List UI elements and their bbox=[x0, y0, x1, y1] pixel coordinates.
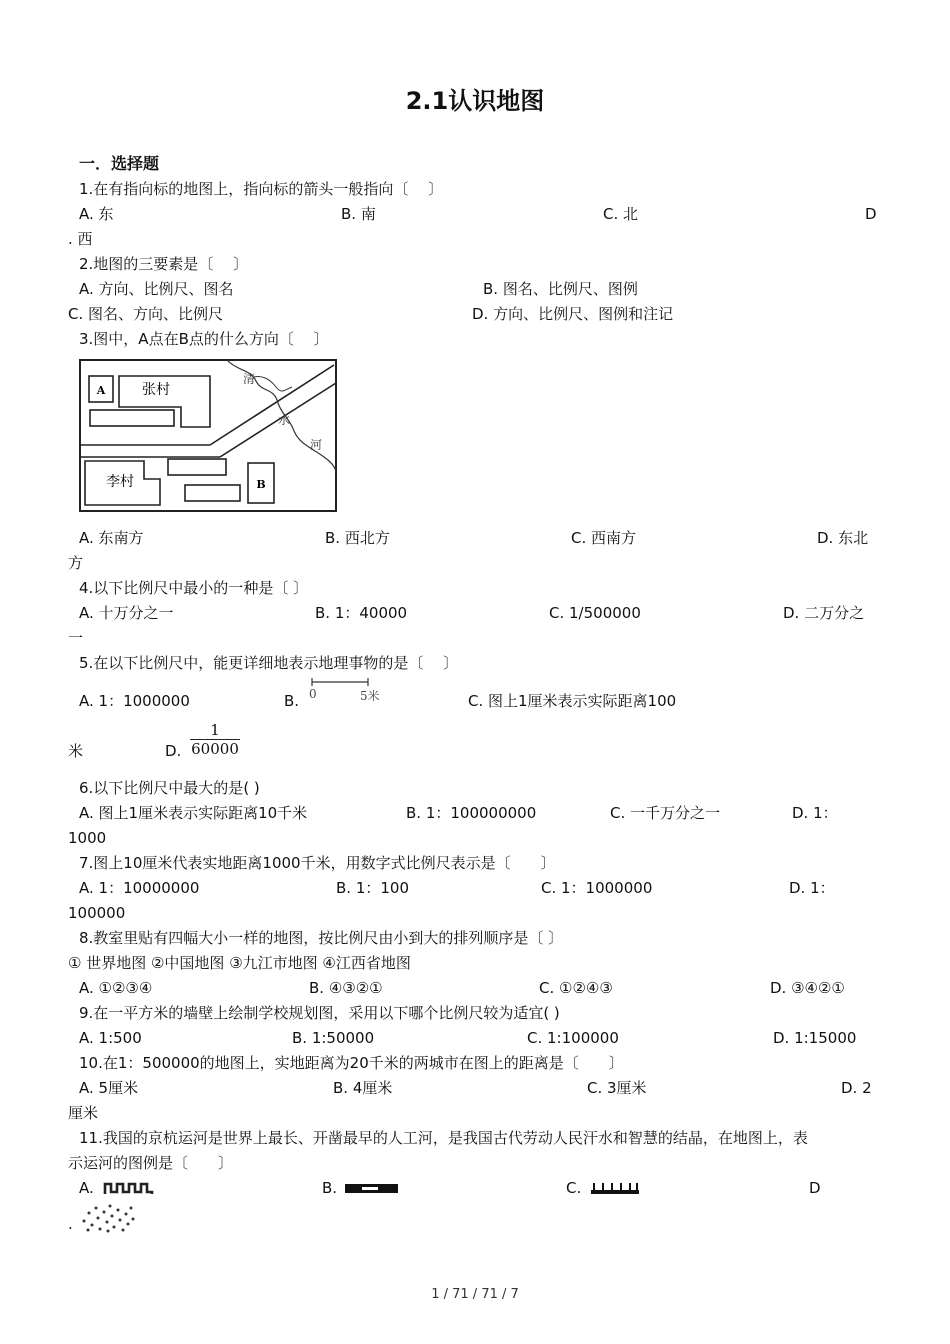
q9-option-a: A. 1:500 bbox=[79, 1029, 142, 1047]
q2-stem: 2.地图的三要素是〔 〕 bbox=[79, 255, 249, 273]
q11-option-d-label: D bbox=[809, 1179, 821, 1197]
q8-option-d: D. ③④②① bbox=[770, 979, 845, 997]
q8-option-c: C. ①②④③ bbox=[539, 979, 613, 997]
q1-stem: 1.在有指向标的地图上，指向标的箭头一般指向〔 〕 bbox=[79, 180, 444, 198]
canal-symbol-b-icon bbox=[344, 1182, 400, 1196]
q3-option-d-text: 方 bbox=[68, 554, 84, 572]
section-heading: 一．选择题 bbox=[79, 154, 160, 173]
q5-stem: 5.在以下比例尺中，能更详细地表示地理事物的是〔 〕 bbox=[79, 654, 459, 672]
q6-option-d-text: 1000 bbox=[68, 829, 107, 847]
q6-option-c: C. 一千万分之一 bbox=[610, 804, 721, 822]
map-point-a-label: A bbox=[96, 384, 106, 397]
q4-stem: 4.以下比例尺中最小的一种是〔 〕 bbox=[79, 579, 309, 597]
q11-option-b: B. bbox=[322, 1179, 338, 1197]
map-river-char-3: 河 bbox=[310, 438, 323, 452]
q9-stem: 9.在一平方米的墙壁上绘制学校规划图，采用以下哪个比例尺较为适宜( ) bbox=[79, 1004, 560, 1022]
q3-option-b: B. 西北方 bbox=[325, 529, 390, 547]
q8-option-b: B. ④③②① bbox=[309, 979, 383, 997]
q10-stem: 10.在1：500000的地图上，实地距离为20千米的两城市在图上的距离是〔 〕 bbox=[79, 1054, 624, 1072]
q4-option-c: C. 1/500000 bbox=[549, 604, 641, 622]
q5-option-a: A. 1：1000000 bbox=[79, 692, 190, 710]
q1-option-d-text: . 西 bbox=[68, 230, 93, 248]
q11-stem: 11.我国的京杭运河是世界上最长、开凿最早的人工河，是我国古代劳动人民汗水和智慧的结晶，在地图上，表 bbox=[79, 1129, 808, 1147]
scale-zero-label: 0 bbox=[309, 687, 317, 701]
q10-option-a: A. 5厘米 bbox=[79, 1079, 139, 1097]
q5-option-b: B. bbox=[284, 692, 300, 710]
q3-map-figure bbox=[78, 357, 340, 515]
q4-option-b: B. 1：40000 bbox=[315, 604, 408, 622]
q6-option-d-label: D. 1： bbox=[792, 804, 838, 822]
q10-option-d-text: 厘米 bbox=[68, 1104, 99, 1122]
map-li-village-label: 李村 bbox=[106, 474, 134, 490]
q7-option-c: C. 1：1000000 bbox=[541, 879, 653, 897]
page-title: 2.1认识地图 bbox=[405, 87, 545, 115]
map-point-b-label: B bbox=[256, 478, 266, 491]
q10-option-c: C. 3厘米 bbox=[587, 1079, 647, 1097]
q9-option-c: C. 1:100000 bbox=[527, 1029, 619, 1047]
q4-option-d-label: D. 二万分之 bbox=[783, 604, 865, 622]
fraction-numerator: 1 bbox=[210, 721, 220, 739]
q11-option-a: A. bbox=[79, 1179, 94, 1197]
q2-option-c: C. 图名、方向、比例尺 bbox=[68, 305, 224, 323]
q5-fraction-scale bbox=[190, 722, 240, 757]
q8-stem: 8.教室里贴有四幅大小一样的地图，按比例尺由小到大的排列顺序是〔 〕 bbox=[79, 929, 564, 947]
q6-option-a: A. 图上1厘米表示实际距离10千米 bbox=[79, 804, 308, 822]
q2-option-a: A. 方向、比例尺、图名 bbox=[79, 280, 234, 298]
q2-option-b: B. 图名、比例尺、图例 bbox=[483, 280, 638, 298]
q10-option-b: B. 4厘米 bbox=[333, 1079, 393, 1097]
canal-symbol-c-icon bbox=[589, 1180, 641, 1196]
q4-option-a: A. 十万分之一 bbox=[79, 604, 174, 622]
q2-option-d: D. 方向、比例尺、图例和注记 bbox=[472, 305, 674, 323]
q3-option-c: C. 西南方 bbox=[571, 529, 637, 547]
map-river-char-2: 水 bbox=[278, 413, 291, 427]
page-footer: 1 / 71 / 71 / 7 bbox=[431, 1287, 519, 1302]
q3-option-a: A. 东南方 bbox=[79, 529, 144, 547]
q3-option-d-label: D. 东北 bbox=[817, 529, 869, 547]
q5-line-scale-figure bbox=[302, 674, 394, 704]
q6-option-b: B. 1：100000000 bbox=[406, 804, 537, 822]
q7-option-d-text: 100000 bbox=[68, 904, 126, 922]
q7-stem: 7.图上10厘米代表实地距离1000千米，用数字式比例尺表示是〔 〕 bbox=[79, 854, 556, 872]
q6-stem: 6.以下比例尺中最大的是( ) bbox=[79, 779, 260, 797]
q1-option-d-label: D bbox=[865, 205, 877, 223]
q7-option-a: A. 1：10000000 bbox=[79, 879, 200, 897]
q9-option-d: D. 1:15000 bbox=[773, 1029, 857, 1047]
scale-five-meters-label: 5米 bbox=[360, 689, 380, 703]
q5-option-d: D. bbox=[165, 742, 182, 760]
q7-option-b: B. 1：100 bbox=[336, 879, 410, 897]
q5-option-c: C. 图上1厘米表示实际距离100 bbox=[468, 692, 677, 710]
q4-option-d-text: 一 bbox=[68, 629, 84, 647]
q7-option-d-label: D. 1： bbox=[789, 879, 835, 897]
q8-option-a: A. ①②③④ bbox=[79, 979, 153, 997]
q10-option-d-label: D. 2 bbox=[841, 1079, 872, 1097]
q11-stem-cont: 示运河的图例是〔 〕 bbox=[68, 1154, 234, 1172]
q3-stem: 3.图中，A点在B点的什么方向〔 〕 bbox=[79, 330, 329, 348]
q11-option-c: C. bbox=[566, 1179, 582, 1197]
map-zhang-village-label: 张村 bbox=[142, 382, 170, 398]
q5-option-c-cont: 米 bbox=[68, 742, 84, 760]
fraction-denominator: 60000 bbox=[191, 740, 239, 758]
q1-option-b: B. 南 bbox=[341, 205, 376, 223]
q1-option-c: C. 北 bbox=[603, 205, 639, 223]
canal-symbol-a-icon bbox=[104, 1180, 154, 1196]
canal-symbol-d-icon bbox=[80, 1203, 136, 1233]
q8-items: ① 世界地图 ②中国地图 ③九江市地图 ④江西省地图 bbox=[68, 954, 411, 972]
map-river-char-1: 清 bbox=[243, 372, 256, 386]
q11-option-d-dot: . bbox=[68, 1215, 73, 1233]
q1-option-a: A. 东 bbox=[79, 205, 114, 223]
q9-option-b: B. 1:50000 bbox=[292, 1029, 375, 1047]
